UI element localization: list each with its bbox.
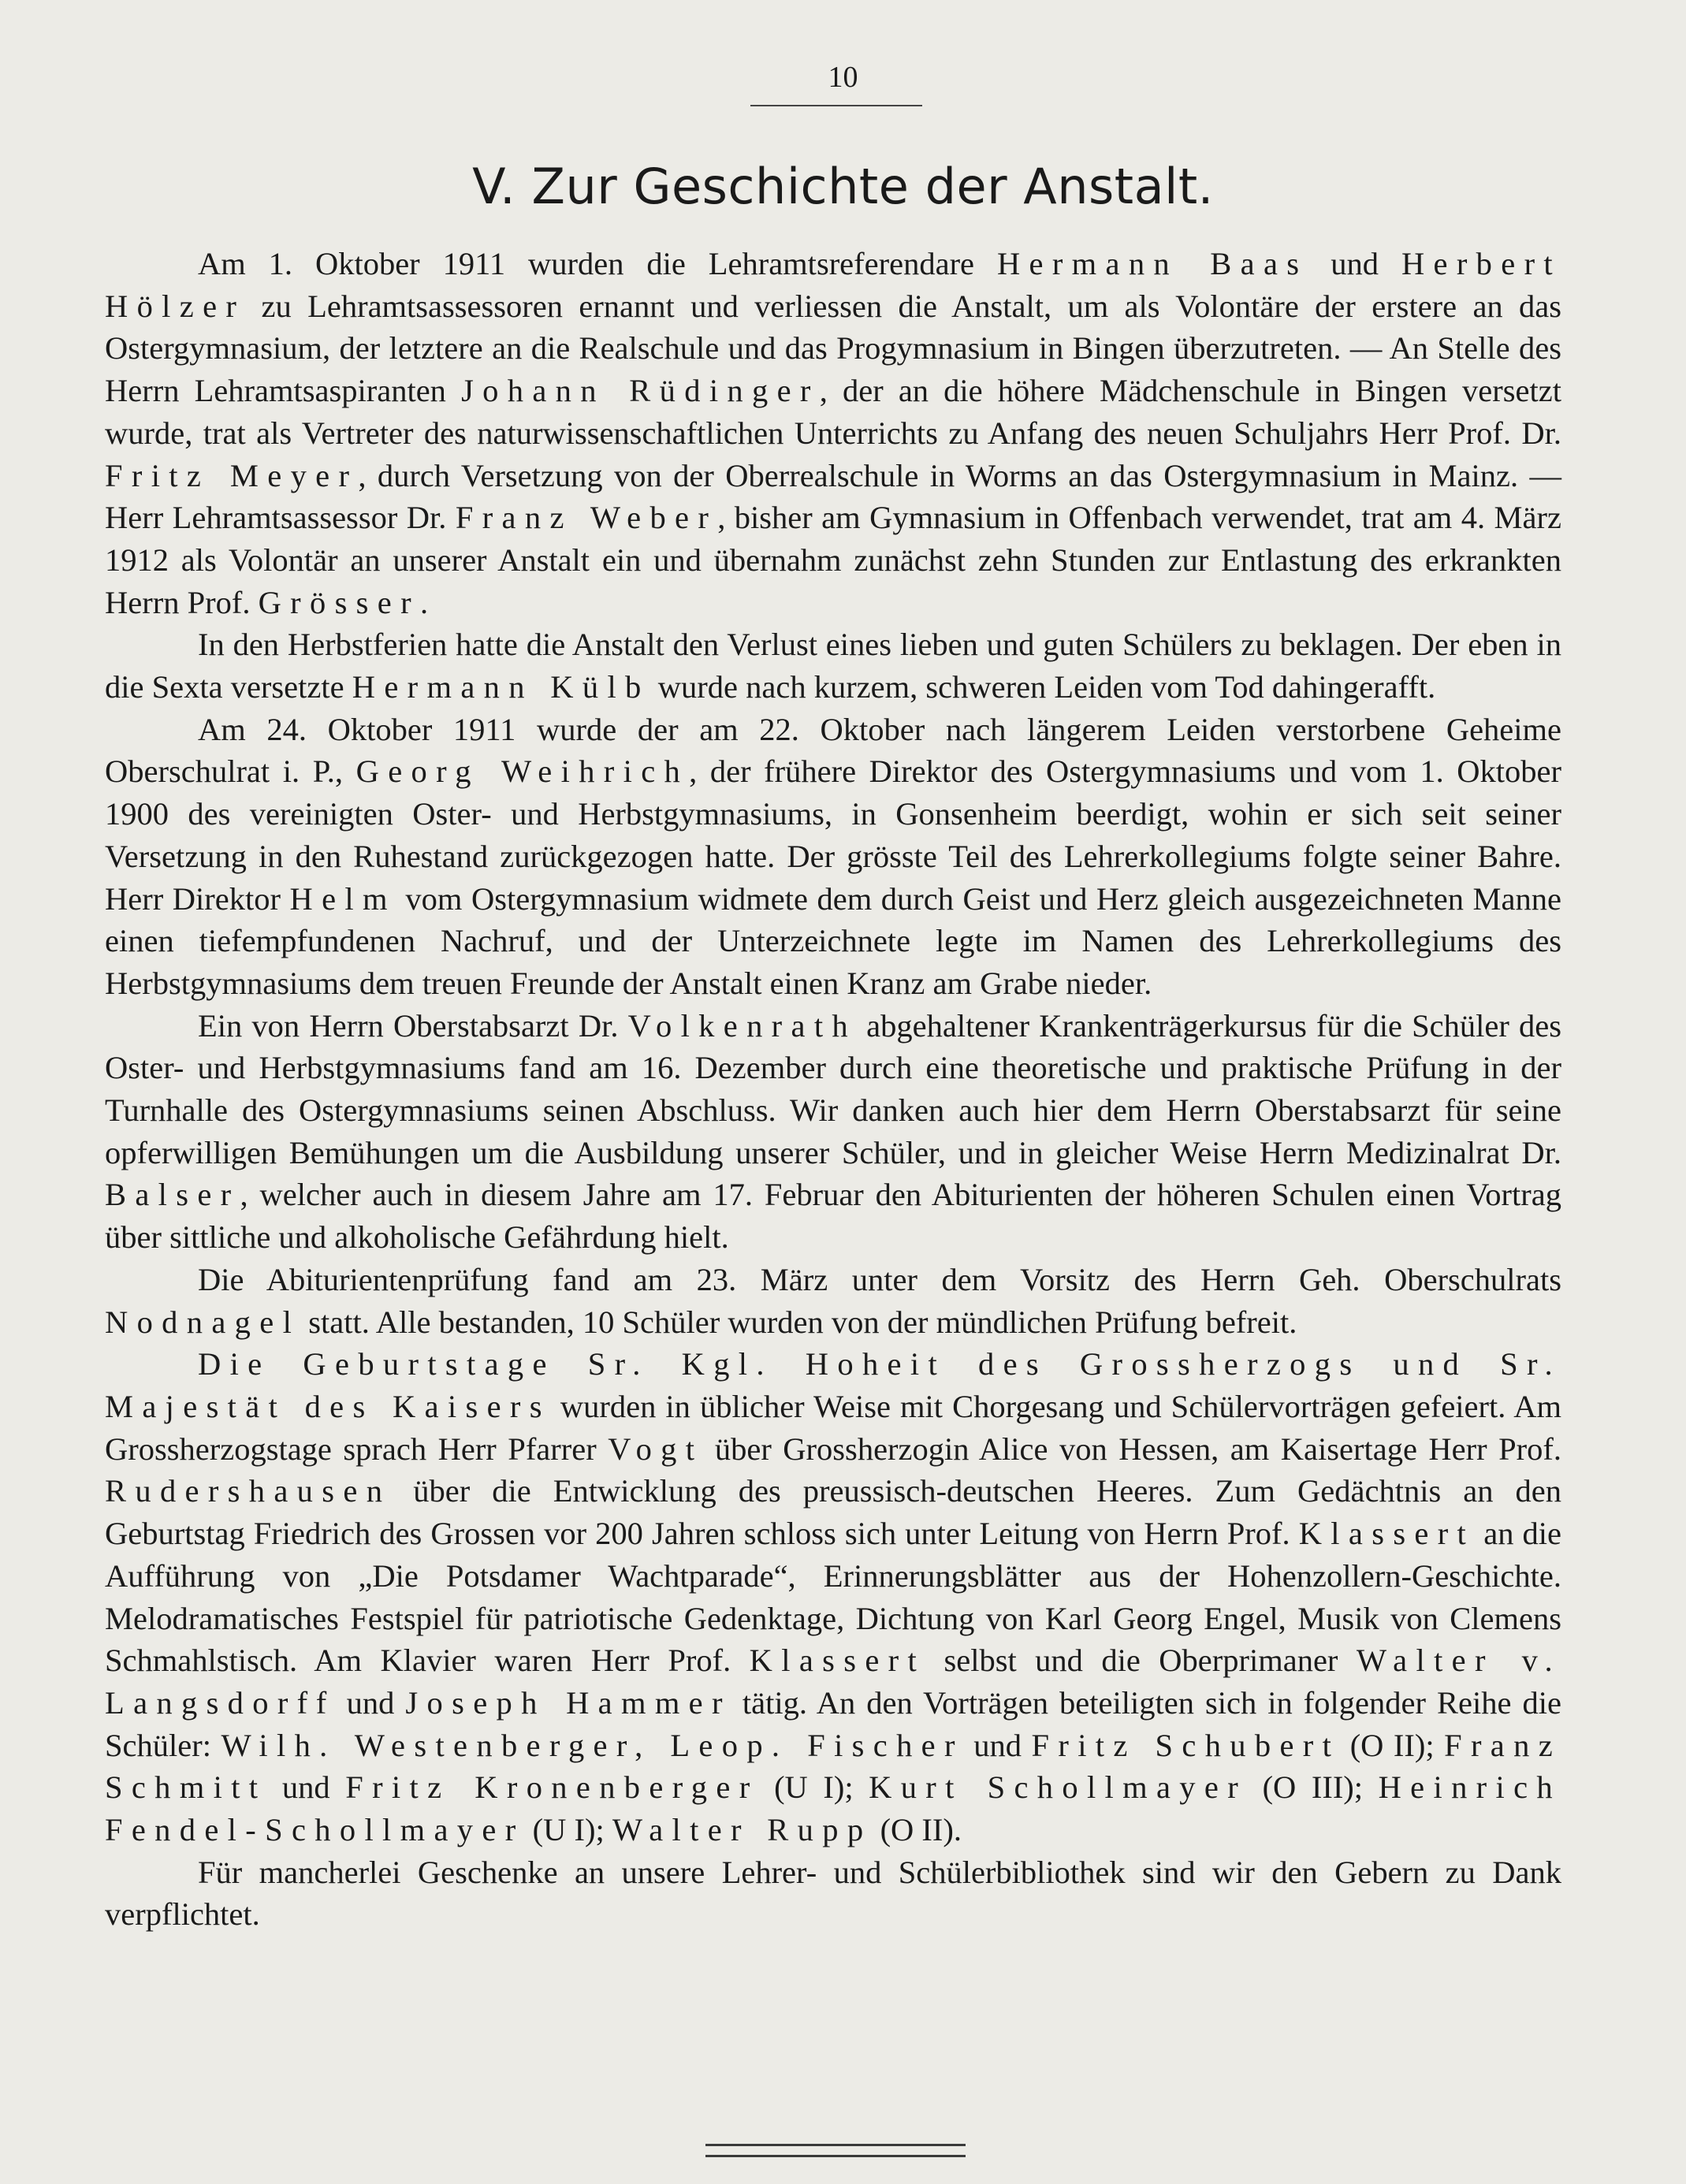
text-run: , welcher auch in diesem Jahre am 17. Februar den Abiturienten der höheren Schulen einen Vortrag über sittliche und alkoholische Gefährdung hielt. <box>105 1177 1561 1256</box>
text-run: In den Herbstferien hatte die Anstalt den Verlust eines lieben und guten Schülers zu beklagen. Der eben in die Sexta versetzte <box>105 627 1561 705</box>
text-run: zu Lehramtsassessoren ernannt und verliessen die Anstalt, um als Volontäre der erstere an das Ostergymnasium, der letztere an die Realschule und das Progymnasium in Bingen überzutreten. — An Stelle des Herrn Lehramtsaspiranten <box>105 288 1561 409</box>
text-run: abgehaltener Krankenträgerkursus für die Schüler des Oster- und Herbstgymnasiums fand am 16. Dezember durch eine theoretische und praktische Prüfung in der Turnhalle des Ostergymnasiums seinen Abschluss. Wir danken auch hier dem Herrn Oberstabsarzt für seine opferwilligen Bemühungen um die Ausbildung unserer Schüler, und in gleicher Weise Herrn Medizinalrat Dr. <box>105 1007 1561 1170</box>
closing-rule-upper <box>705 2144 966 2146</box>
spaced-name: Balser <box>105 1177 240 1213</box>
spaced-name: Die Geburtstage Sr. Kgl. Hoheit des Grossherzogs und Sr. Majestät des Kaisers <box>105 1346 1561 1424</box>
spaced-name: Vogt <box>608 1431 704 1467</box>
spaced-name: Herbert Hölzer <box>105 246 1562 324</box>
text-run: über die Entwicklung des preussisch-deutschen Heeres. Zum Gedächtnis an den Geburtstag Friedrich des Grossen vor 200 Jahren schloss sich unter Leitung von Herrn Prof. <box>105 1473 1561 1552</box>
spaced-name: Johann Rüdinger <box>461 373 820 409</box>
spaced-name: Klassert <box>1298 1516 1476 1552</box>
spaced-name: Helm <box>289 880 396 917</box>
text-run: Die Abiturientenprüfung fand am 23. März unter dem Vorsitz des Herrn Geh. Oberschulrats <box>198 1261 1561 1297</box>
spaced-name: Fritz Meyer <box>105 457 359 493</box>
text-run: Ein von Herrn Oberstabsarzt Dr. <box>198 1007 628 1044</box>
text-run: (O III); <box>1247 1769 1379 1806</box>
paragraph <box>105 623 1561 708</box>
paragraph <box>105 709 1561 1005</box>
paragraph <box>105 1851 1561 1936</box>
spaced-name: Grösser <box>258 584 420 620</box>
page-number-rule <box>750 105 922 106</box>
text-run: über Grossherzogin Alice von Hessen, am Kaisertage Herr Prof. <box>703 1431 1561 1467</box>
text-run: wurde nach kurzem, schweren Leiden vom Tod dahingerafft. <box>649 669 1436 705</box>
paragraph <box>105 1343 1561 1851</box>
spaced-name: Hermann Baas <box>996 246 1308 281</box>
paragraph <box>105 1259 1561 1343</box>
text-run: . <box>419 584 429 620</box>
text-run: Am 1. Oktober 1911 wurden die Lehramtsreferendare <box>198 246 997 281</box>
text-run: wurden in üblicher Weise mit Chorgesang und Schülervorträgen gefeiert. Am Grossherzogstage sprach Herr Pfarrer <box>105 1388 1561 1467</box>
section-heading: V. Zur Geschichte der Anstalt. <box>472 158 1214 215</box>
text-run: , der an die höhere Mädchenschule in Bingen versetzt wurde, trat als Vertreter des naturwissenschaftlichen Unterrichts zu Anfang des neuen Schuljahrs Herr Prof. Dr. <box>105 373 1561 451</box>
text-run: Am 24. Oktober 1911 wurde der am 22. Oktober nach längerem Leiden verstorbene Geheime Oberschulrat i. P., <box>105 711 1561 790</box>
spaced-name: Franz Schmitt <box>105 1727 1562 1806</box>
body-text <box>105 243 1561 1936</box>
spaced-name: Klassert <box>749 1643 926 1679</box>
text-run: Für mancherlei Geschenke an unsere Lehrer- und Schülerbibliothek sind wir den Gebern zu Dank verpflichtet. <box>105 1854 1561 1933</box>
closing-rule-lower <box>705 2155 966 2157</box>
spaced-name: Nodnagel <box>105 1304 301 1340</box>
spaced-name: Fritz Schubert <box>1031 1727 1341 1763</box>
text-run: , der frühere Direktor des Ostergymnasiums und vom 1. Oktober 1900 des vereinigten Oster- und Herbstgymnasiums, in Gonsenheim beerdigt, wohin er sich seit seiner Versetzung in den Ruhestand zurückgezogen hatte. Der grösste Teil des Lehrerkollegiums folgte seiner Bahre. Herr Direktor <box>105 753 1561 917</box>
spaced-name: Hermann Külb <box>352 669 650 705</box>
spaced-name: Heinrich Fendel-Schollmayer <box>105 1769 1562 1848</box>
spaced-name: Wilh. Westenberger, Leop. Fischer <box>221 1727 964 1763</box>
text-run: und <box>1308 246 1401 281</box>
text-run: an die Aufführung von „Die Potsdamer Wachtparade“, Erinnerungsblätter aus der Hohenzollern-Geschichte. Melodramatisches Festspiel für patriotische Gedenktage, Dichtung von Karl Georg Engel, Musik von Clemens Schmahlstisch. Am Klavier waren Herr Prof. <box>105 1516 1561 1679</box>
text-run: , durch Versetzung von der Oberrealschule in Worms an das Ostergymnasium in Mainz. — Herr Lehramtsassessor Dr. <box>105 457 1561 536</box>
spaced-name: Rudershausen <box>105 1473 392 1509</box>
text-run: und <box>335 1684 406 1721</box>
page-number: 10 <box>828 61 858 94</box>
text-run: (U I); <box>758 1769 869 1806</box>
text-run: und <box>963 1727 1032 1763</box>
text-run: , bisher am Gymnasium in Offenbach verwendet, trat am 4. März 1912 als Volontär an unserer Anstalt ein und übernahm zunächst zehn Stunden zur Entlastung des erkrankten Herrn Prof. <box>105 500 1561 620</box>
paragraph <box>105 1005 1561 1259</box>
text-run: (O II). <box>872 1812 962 1848</box>
text-run: und <box>266 1769 346 1806</box>
text-run: selbst und die Oberprimaner <box>925 1643 1357 1679</box>
text-run: vom Ostergymnasium widmete dem durch Geist und Herz gleich ausgezeichneten Manne einen tiefempfundenen Nachruf, und der Unterzeichnete legte im Namen des Lehrerkollegiums des Herbstgymnasiums dem treuen Freunde der Anstalt einen Kranz am Grabe nieder. <box>105 880 1562 1001</box>
spaced-name: Georg Weihrich <box>355 753 690 790</box>
text-run: statt. Alle bestanden, 10 Schüler wurden von der mündlichen Prüfung befreit. <box>300 1304 1297 1340</box>
text-run: tätig. An den Vorträgen beteiligten sich in folgender Reihe die Schüler: <box>105 1684 1561 1763</box>
spaced-name: Joseph Hammer <box>405 1684 731 1721</box>
text-run: (U I); <box>524 1812 612 1848</box>
spaced-name: Kurt Schollmayer <box>869 1769 1248 1806</box>
spaced-name: Volkenrath <box>627 1007 857 1044</box>
spaced-name: Walter Rupp <box>612 1812 873 1848</box>
spaced-name: Walter v. Langsdorff <box>105 1643 1562 1721</box>
text-run: (O II); <box>1340 1727 1445 1763</box>
spaced-name: Fritz Kronenberger <box>345 1769 759 1806</box>
spaced-name: Franz Weber <box>455 500 718 536</box>
paragraph <box>105 243 1561 623</box>
